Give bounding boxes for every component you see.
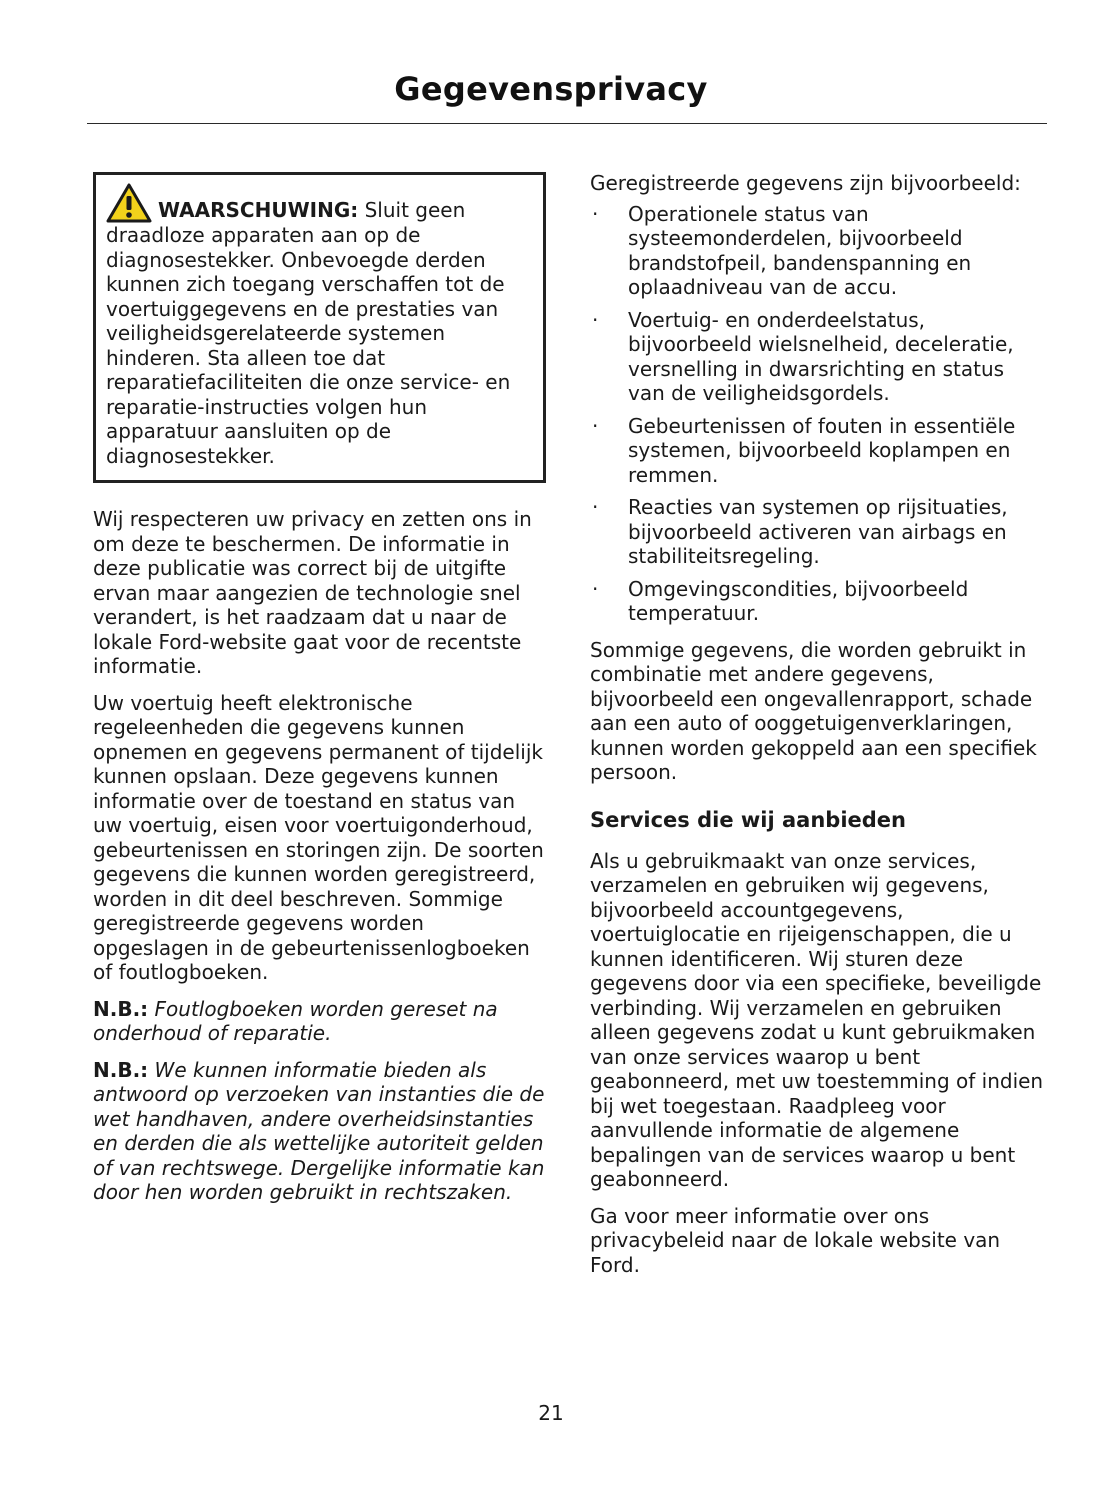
warning-paragraph	[106, 183, 533, 468]
list-item: · Gebeurtenissen of fouten in essentiële systemen, bijvoorbeeld koplampen en remmen.	[592, 413, 1016, 487]
warning-triangle-icon	[106, 183, 152, 223]
bullet-icon: ·	[592, 413, 599, 438]
warning-label: WAARSCHUWING:	[158, 198, 359, 222]
note-fault-logs	[93, 997, 545, 1046]
bullet-icon: ·	[592, 307, 599, 332]
note-label: N.B.:	[93, 1057, 149, 1082]
warning-box	[93, 172, 546, 483]
closing-paragraph: Ga voor meer informatie over ons privacybeleid naar de lokale website van Ford.	[590, 1203, 1001, 1277]
note-text: Foutlogboeken worden gereset na onderhoud of reparatie.	[93, 996, 498, 1045]
note-label: N.B.:	[93, 996, 149, 1021]
list-item: · Operationele status van systeemonderdelen, bijvoorbeeld brandstofpeil, bandenspanning en oplaadniveau van de accu.	[592, 201, 972, 299]
control-units-paragraph: Uw voertuig heeft elektronische regeleenheden die gegevens kunnen opnemen en gegevens permanent of tijdelijk kunnen opslaan. Deze gegevens kunnen informatie over de toestand en status van uw voertuig, eisen voor voertuigonderhoud, gebeurtenissen en storingen zijn. De soorten gegevens die kunnen worden geregistreerd, worden in dit deel beschreven. Sommige geregistreerde gegevens worden opgeslagen in de gebeurtenissenlogboeken of foutlogboeken.	[93, 690, 544, 984]
warning-text: Sluit geen draadloze apparaten aan op de diagnosestekker. Onbevoegde derden kunnen zich toegang verschaffen tot de voertuiggegevens en de prestaties van veiligheidsgerelateerde systemen hinderen. Sta alleen toe dat reparatiefaciliteiten die onze service- en reparatie-instructies volgen hun apparatuur aansluiten op de diagnosestekker.	[106, 198, 511, 468]
note-text: We kunnen informatie bieden als antwoord op verzoeken van instanties die de wet handhaven, andere overheidsinstanties en derden die als wettelijke autoriteit gelden of van rechtswege. Dergelijke informatie kan door hen worden gebruikt in rechtszaken.	[93, 1057, 545, 1204]
recorded-data-list	[590, 202, 1044, 626]
right-column	[590, 171, 1044, 1277]
services-paragraph: Als u gebruikmaakt van onze services, verzamelen en gebruiken wij gegevens, bijvoorbeeld accountgegevens, voertuiglocatie en rijeigenschappen, die u kunnen identificeren. Wij sturen deze gegevens door via een specifieke, beveiligde verbinding. Wij verzamelen en gebruiken alleen gegevens zodat u kunt gebruikmaken van onze services waarop u bent geabonneerd, met uw toestemming of indien bij wet toegestaan. Raadpleeg voor aanvullende informatie de algemene bepalingen van de services waarop u bent geabonneerd.	[590, 848, 1044, 1191]
privacy-intro-paragraph: Wij respecteren uw privacy en zetten ons in om deze te beschermen. De informatie in deze publicatie was correct bij de uitgifte ervan maar aangezien de technologie snel verandert, is het raadzaam dat u naar de lokale Ford-website gaat voor de recentste informatie.	[93, 507, 532, 678]
section-heading-services: Services die wij aanbieden	[590, 807, 906, 832]
left-column	[93, 171, 545, 1205]
list-item: · Voertuig- en onderdeelstatus, bijvoorbeeld wielsnelheid, deceleratie, versnelling in dwarsrichting en status van de veiligheidsgordels.	[592, 307, 1014, 405]
bullet-icon: ·	[592, 495, 599, 519]
page-number: 21	[538, 1401, 564, 1425]
list-item: · Omgevingscondities, bijvoorbeeld temperatuur.	[592, 576, 969, 625]
bullet-icon: ·	[592, 576, 599, 601]
note-authorities	[93, 1058, 545, 1205]
title-divider	[87, 123, 1047, 124]
combined-data-paragraph: Sommige gegevens, die worden gebruikt in combinatie met andere gegevens, bijvoorbeeld een ongevallenrapport, schade aan een auto of ooggetuigenverklaringen, kunnen worden gekoppeld aan een specifiek persoon.	[590, 637, 1037, 784]
bullet-icon: ·	[592, 201, 599, 226]
recorded-data-intro: Geregistreerde gegevens zijn bijvoorbeeld:	[590, 171, 1021, 195]
list-item: · Reacties van systemen op rijsituaties, bijvoorbeeld activeren van airbags en stabiliteitsregeling.	[592, 495, 1008, 568]
page-title: Gegevensprivacy	[394, 70, 708, 108]
